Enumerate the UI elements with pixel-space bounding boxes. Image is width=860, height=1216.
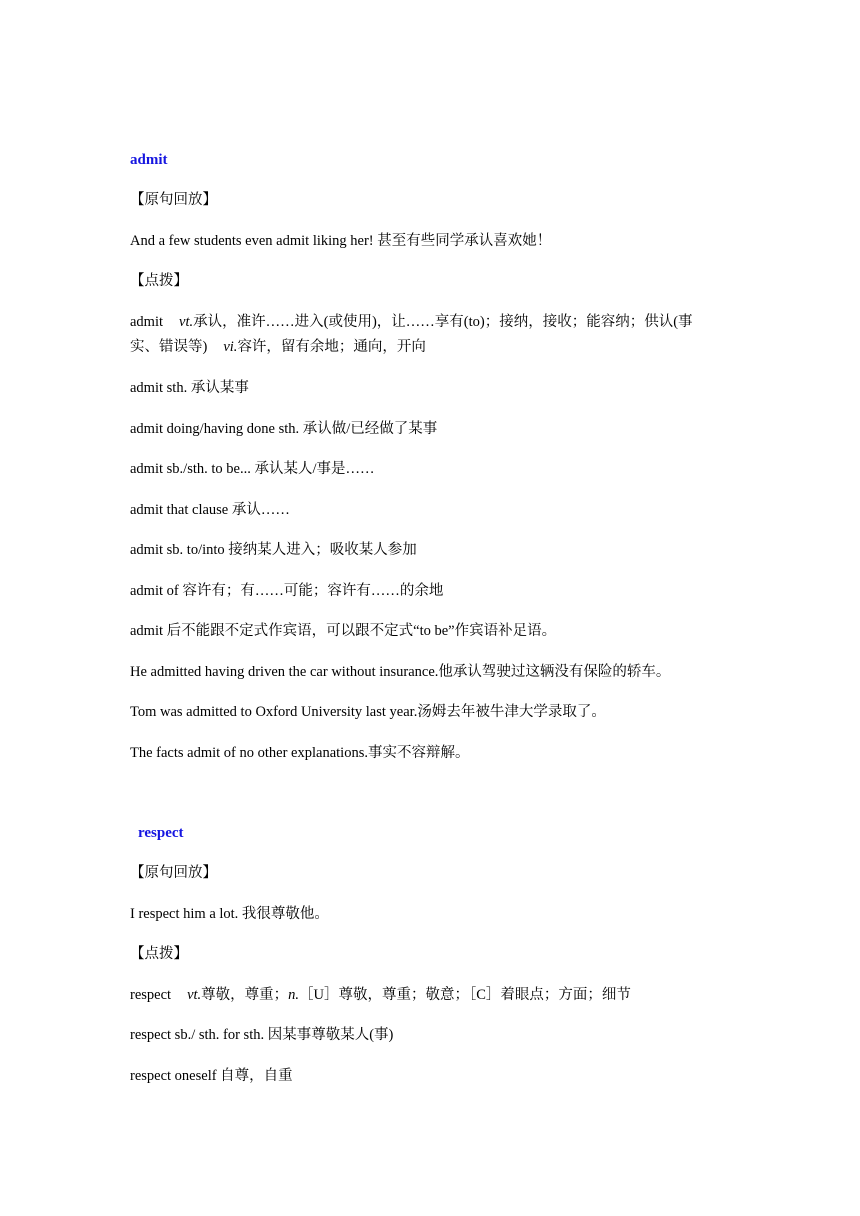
headword-respect: respect xyxy=(138,825,184,841)
original-sentence-label: 【原句回放】 xyxy=(130,865,217,881)
definition-pos: n. xyxy=(288,987,300,1003)
definition-pos: vt. xyxy=(179,314,194,330)
definition-word: respect xyxy=(130,987,172,1003)
usage-note: admit 后不能跟不定式作宾语，可以跟不定式“to be”作宾语补足语。 xyxy=(130,623,557,639)
definition-meaning: ［U］尊敬，尊重；敬意；［C］着眼点；方面；细节 xyxy=(299,987,631,1003)
original-sentence: And a few students even admit liking her! 甚至有些同学承认喜欢她！ xyxy=(130,233,552,249)
definition-meaning: 容许，留有余地；通向，开向 xyxy=(237,339,426,355)
phrase-item: admit sb. to/into 接纳某人进入；吸收某人参加 xyxy=(130,542,417,558)
definition-meaning-continued: 实、错误等) xyxy=(130,339,208,355)
phrase-item: admit of 容许有；有……可能；容许有……的余地 xyxy=(130,583,444,599)
definition-line-continued xyxy=(130,337,426,357)
definition-meaning: 尊敬，尊重； xyxy=(201,987,289,1003)
definition-meaning: 承认，准许……进入(或使用)，让……享有(to)；接纳，接收；能容纳；供认(事 xyxy=(193,314,693,330)
example-sentence: The facts admit of no other explanations.事实不容辩解。 xyxy=(130,745,470,761)
example-sentence: He admitted having driven the car without insurance.他承认驾驶过这辆没有保险的轿车。 xyxy=(130,664,671,680)
tip-label: 【点拨】 xyxy=(130,273,188,289)
definition-line xyxy=(130,985,631,1005)
phrase-item: respect oneself 自尊，自重 xyxy=(130,1068,293,1084)
phrase-item: admit doing/having done sth. 承认做/已经做了某事 xyxy=(130,421,438,437)
example-sentence: Tom was admitted to Oxford University last year.汤姆去年被牛津大学录取了。 xyxy=(130,704,606,720)
definition-pos: vi. xyxy=(223,339,238,355)
definition-word: admit xyxy=(130,314,164,330)
phrase-item: admit sb./sth. to be... 承认某人/事是…… xyxy=(130,461,375,477)
phrase-item: respect sb./ sth. for sth. 因某事尊敬某人(事) xyxy=(130,1027,394,1043)
definition-pos: vt. xyxy=(187,987,202,1003)
original-sentence-label: 【原句回放】 xyxy=(130,192,217,208)
tip-label: 【点拨】 xyxy=(130,946,188,962)
phrase-item: admit sth. 承认某事 xyxy=(130,380,249,396)
headword-admit: admit xyxy=(130,152,168,168)
definition-line xyxy=(130,312,693,332)
original-sentence: I respect him a lot. 我很尊敬他。 xyxy=(130,906,329,922)
phrase-item: admit that clause 承认…… xyxy=(130,502,290,518)
